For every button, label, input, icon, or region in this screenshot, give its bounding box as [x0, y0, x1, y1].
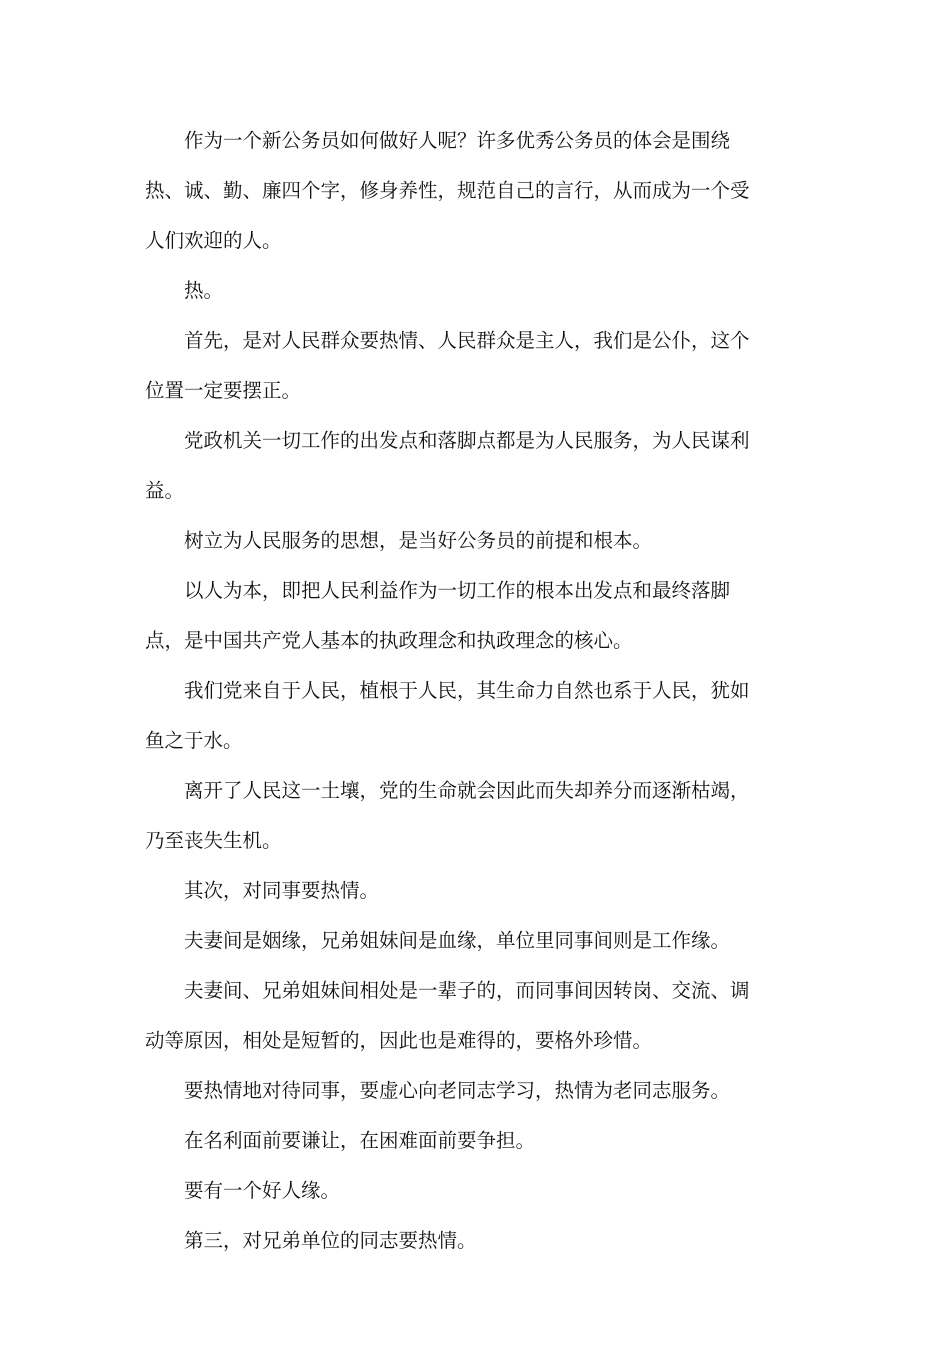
paragraph: 要有一个好人缘。 [184, 1179, 341, 1202]
paragraph: 我们党来自于人民，植根于人民，其生命力自然也系于人民，犹如鱼之于水。 [145, 679, 750, 752]
paragraph: 首先，是对人民群众要热情、人民群众是主人，我们是公仆，这个位置一定要摆正。 [145, 329, 750, 402]
paragraph: 夫妻间、兄弟姐妹间相处是一辈子的，而同事间因转岗、交流、调动等原因，相处是短暂的，因此也是难得的，要格外珍惜。 [145, 979, 750, 1052]
paragraph: 在名利面前要谦让，在困难面前要争担。 [184, 1129, 536, 1152]
paragraph: 热。 [184, 279, 224, 302]
paragraph: 其次，对同事要热情。 [184, 879, 380, 902]
document-body [145, 116, 765, 1266]
paragraph: 树立为人民服务的思想，是当好公务员的前提和根本。 [184, 529, 653, 552]
paragraph: 夫妻间是姻缘，兄弟姐妹间是血缘，单位里同事间则是工作缘。 [184, 929, 731, 952]
paragraph: 离开了人民这一土壤，党的生命就会因此而失却养分而逐渐枯竭，乃至丧失生机。 [145, 779, 750, 852]
paragraph: 要热情地对待同事，要虚心向老同志学习，热情为老同志服务。 [184, 1079, 731, 1102]
paragraph: 第三，对兄弟单位的同志要热情。 [184, 1229, 477, 1252]
paragraph: 以人为本，即把人民利益作为一切工作的根本出发点和最终落脚点，是中国共产党人基本的执政理念和执政理念的核心。 [145, 579, 731, 652]
paragraph: 作为一个新公务员如何做好人呢？许多优秀公务员的体会是围绕热、诚、勤、廉四个字，修身养性，规范自己的言行，从而成为一个受人们欢迎的人。 [145, 129, 750, 252]
paragraph: 党政机关一切工作的出发点和落脚点都是为人民服务，为人民谋利益。 [145, 429, 750, 502]
